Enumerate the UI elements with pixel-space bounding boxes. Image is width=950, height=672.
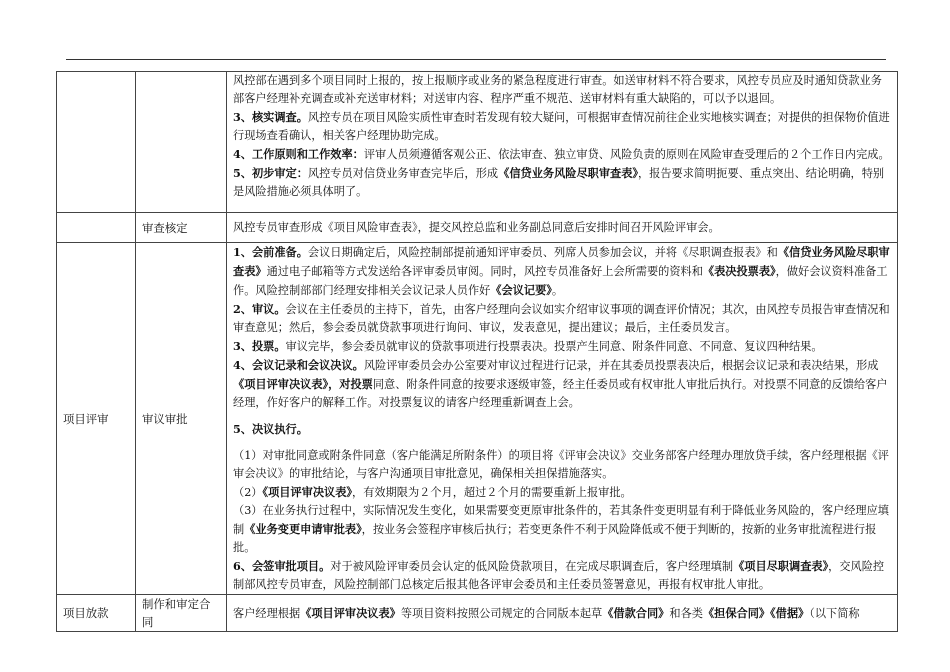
paragraph: （2）《项目评审决议表》，有效期限为２个月，超过２个月的需要重新上报审批。	[233, 485, 632, 499]
table-cell-content: 风控专员审查形成《项目风险审查表》，提交风控总监和业务副总同意后安排时间召开风险评审会。	[227, 213, 898, 243]
procedure-table	[56, 71, 898, 632]
paragraph: 客户经理根据《项目评审决议表》等项目资料按照公司规定的合同版本起草《借款合同》和各类《担保合同》《借据》（以下简称	[233, 605, 860, 620]
table-row	[57, 243, 898, 595]
header-rule	[66, 59, 886, 60]
paragraph: 3、投票。审议完毕，参会委员就审议的贷款事项进行投票表决。投票产生同意、附条件同意、不同意、复议四种结果。	[233, 339, 823, 353]
paragraph: （1）对审批同意或附条件同意（客户能满足所附条件）的项目将《评审会决议》交业务部客户经理办理放贷手续，客户经理根据《评审会决议》的审批结论，与客户沟通项目审批意见，确保相关担保措施落实。	[233, 449, 889, 480]
paragraph: 2、审议。会议在主任委员的主持下，首先，由客户经理向会议如实介绍审议事项的调查评价情况；其次，由风控专员报告审查情况和审查意见；然后，参会委员就贷款事项进行询问、审议，发表意见，提出建议；最后，主任委员发言。	[233, 302, 890, 334]
table-cell-content	[227, 72, 898, 213]
paragraph: 1、会前准备。会议日期确定后，风险控制部提前通知评审委员、列席人员参加会议，并将《尽职调查报表》和《信贷业务风险尽职审查表》通过电子邮箱等方式发送给各评审委员审阅。同时，风控专员准备好上会所需要的资料和《表决投票表》，做好会议资料准备工作。风险控制部部门经理安排相关会议记录人员作好《会议记要》。	[233, 245, 890, 297]
paragraph: 3、核实调查。风控专员在项目风险实质性审查时若发现有较大疑问，可根据审查情况前往企业实地核实调查；对提供的担保物价值进行现场查看确认，相关客户经理协助完成。	[233, 110, 890, 142]
paragraph: 5、决议执行。	[233, 422, 308, 436]
paragraph: 4、会议记录和会议决议。风险评审委员会办公室要对审议过程进行记录，并在其委员投票表决后，根据会议记录和表决结果，形成《项目评审决议表》，对投票同意、附条件同意的按要求逐级审签，经主任委员或有权审批人审批后执行。对投票不同意的反馈给客户经理，作好客户的解释工作。对投票复议的请客户经理重新调查上会。	[233, 358, 888, 409]
paragraph: 4、工作原则和工作效率：评审人员须遵循客观公正、依法审查、独立审贷、风险负责的原则在风险审查受理后的２个工作日内完成。	[233, 147, 890, 161]
table-cell-step	[136, 72, 227, 213]
table-cell-stage: 项目放款	[57, 595, 136, 632]
paragraph: 6、会签审批项目。对于被风险评审委员会认定的低风险贷款项目，在完成尽职调查后，客户经理填制《项目尽职调查表》，交风险控制部风控专员审查，风险控制部门总核定后报其他各评审会委员和主任委员签署意见，再报有权审批人审批。	[233, 559, 885, 591]
table-cell-stage: 项目评审	[57, 243, 136, 595]
paragraph: 风控部在遇到多个项目同时上报的，按上报顺序或业务的紧急程度进行审查。如送审材料不符合要求，风控专员应及时通知贷款业务部客户经理补充调查或补充送审材料；对送审内容、程序严重不规范、送审材料有重大缺陷的，可以予以退回。	[233, 74, 882, 105]
table-row	[57, 72, 898, 213]
paragraph: （3）在业务执行过程中，实际情况发生变化，如果需要变更原审批条件的，若其条件变更明显有利于降低业务风险的，客户经理应填制《业务变更申请审批表》，按业务会签程序审核后执行；若变更条件不利于风险降低或不便于判断的，按新的业务审批流程进行报批。	[233, 504, 889, 554]
paragraph: 5、初步审定：风控专员对信贷业务审查完毕后，形成《信贷业务风险尽职审查表》，报告要求简明扼要、重点突出、结论明确，特别是风险措施必须具体明了。	[233, 166, 885, 198]
table-row	[57, 213, 898, 243]
table-cell-step: 审议审批	[136, 243, 227, 595]
table-cell-stage	[57, 213, 136, 243]
table-cell-content	[227, 595, 898, 632]
table-cell-step: 制作和审定合同	[136, 595, 227, 632]
table-cell-content	[227, 243, 898, 595]
table-cell-stage	[57, 72, 136, 213]
table-row	[57, 595, 898, 632]
table-cell-step: 审查核定	[136, 213, 227, 243]
